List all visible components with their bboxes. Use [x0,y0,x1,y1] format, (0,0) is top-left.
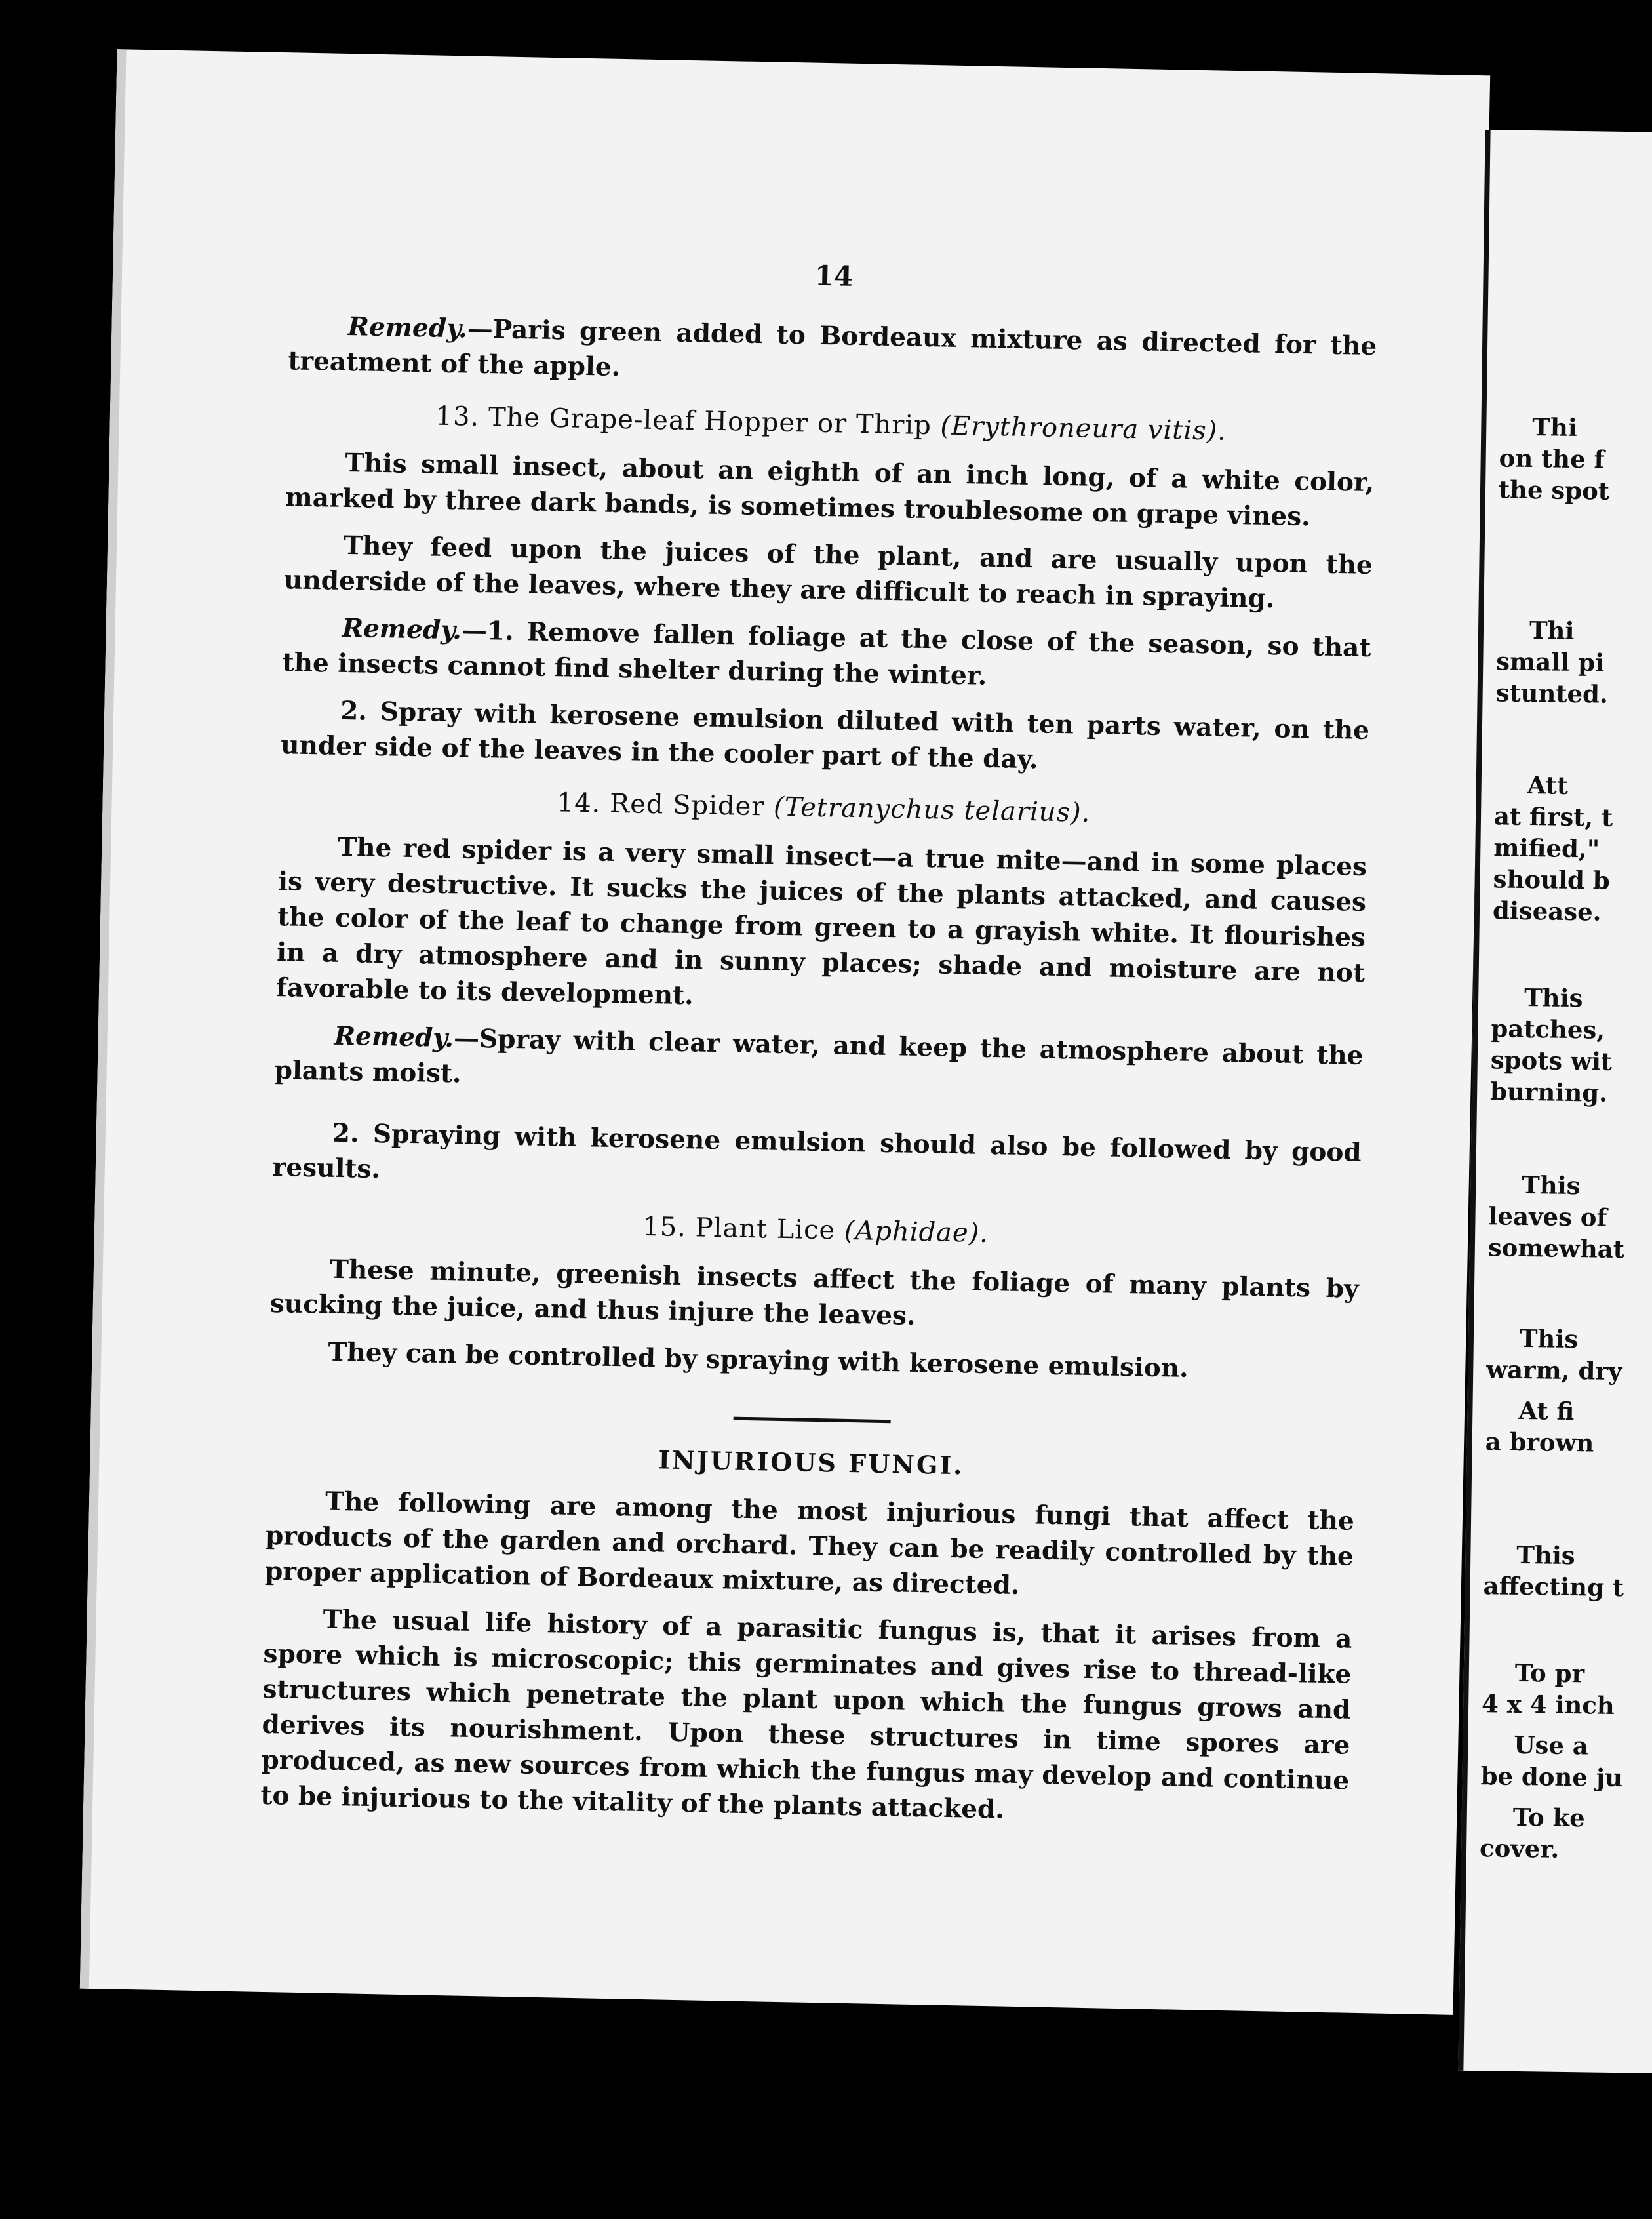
remedy-text: —Paris green added to Bordeaux mixture as directed for the treatment of the apple. [288,313,1377,382]
fragment-line: This [1521,1170,1581,1201]
fragment-line: patches, [1491,1014,1605,1045]
fragment-line: small pi [1496,647,1605,677]
fragment-line: should b [1493,864,1611,895]
remedy-label: Remedy. [347,311,468,344]
fungi-para-2: The usual life history of a parasitic fungus is, that it arises from a spore which is microscopic; this germinates and gives rise to thread-like structures which penetrate the plant upon which the fungus grows and derives its nourishment. Upon these structures in time spores are produced, as new sources from which the fungus may develop and continue to be injurious to the vitality of the plants attacked. [260,1604,1352,1825]
section-15-para-2: They can be controlled by spraying with kerosene emulsion. [328,1336,1189,1384]
section-14-remedy-2: 2. Spraying with kerosene emulsion should also be followed by good results. [272,1117,1362,1185]
section-15-title: 15. Plant Lice (Aphidae). [642,1211,989,1249]
fragment-line: affecting t [1483,1571,1624,1603]
page-number: 14 [814,259,854,292]
section-14-title: 14. Red Spider (Tetranychus telarius). [557,788,1091,828]
section-15-para-1: These minute, greenish insects affect the foliage of many plants by sucking the juice, and thus injure the leaves. [269,1254,1360,1331]
section-14-para-1: The red spider is a very small insect—a true mite—and in some places is very destructive. It sucks the juices of the plants attacked, and causes the color of the leaf to change from green to a grayish white. It flourishes in a dry atmosphere and in sunny places; shade and moisture are not favorable to its development. [275,831,1367,1011]
fragment-line: a brown [1485,1427,1594,1458]
fragment-line: spots wit [1490,1045,1613,1076]
fragment-line: This [1519,1323,1579,1354]
section-divider [734,1417,891,1424]
fragment-line: Att [1527,770,1569,800]
section-13-para-2: They feed upon the juices of the plant, and are usually upon the underside of the leaves, where they are difficult to reach in spraying. [283,530,1373,614]
fungi-heading: INJURIOUS FUNGI. [658,1445,964,1481]
remedy-paragraph [288,308,1377,399]
fragment-line: the spot [1498,475,1610,506]
fragment-line: on the f [1499,443,1605,474]
fragment-line: mified," [1493,833,1600,864]
fragment-line: At fi [1518,1395,1575,1426]
fragment-line: leaves of [1488,1201,1607,1232]
fragment-line: burning. [1489,1077,1608,1108]
fragment-line: be done ju [1480,1761,1623,1793]
fragment-line: To pr [1514,1658,1585,1689]
fungi-para-1: The following are among the most injurious fungi that affect the products of the garden and orchard. They can be readily controlled by the proper application of Bordeaux mixture, as directed. [264,1486,1355,1601]
section-14-remedy-1: Remedy.—Spray with clear water, and keep the atmosphere about the plants moist. [274,1020,1364,1089]
fragment-line: Thi [1529,616,1575,645]
fragment-line: 4 x 4 inch [1481,1689,1615,1720]
page-content [260,249,1379,1845]
fragment-line: stunted. [1495,678,1609,709]
fragment-line: This [1524,982,1583,1013]
fragment-line: somewhat [1487,1233,1625,1264]
book-page-right-edge [1458,130,1652,2073]
fragment-line: cover. [1479,1833,1560,1864]
fragment-line: To ke [1512,1802,1586,1833]
fragment-line: at first, t [1493,801,1613,832]
book-page-left [80,49,1490,2015]
fragment-line: disease. [1492,896,1602,927]
section-13-remedy-2: 2. Spray with kerosene emulsion diluted with ten parts water, on the under side of the leaves in the cooler part of the day. [280,695,1370,775]
section-13-remedy-1: Remedy.—1. Remove fallen foliage at the close of the season, so that the insects cannot find shelter during the winter. [282,612,1371,691]
fragment-line: warm, dry [1485,1355,1622,1386]
fragment-line: Use a [1513,1730,1589,1761]
fragment-line: Thi [1532,412,1578,442]
section-13-para-1: This small insect, about an eighth of an inch long, of a white color, marked by three dark bands, is sometimes troublesome on grape vines. [285,447,1375,532]
fragment-line: This [1516,1540,1575,1570]
section-13-title: 13. The Grape-leaf Hopper or Thrip (Erythroneura vitis). [435,401,1227,447]
